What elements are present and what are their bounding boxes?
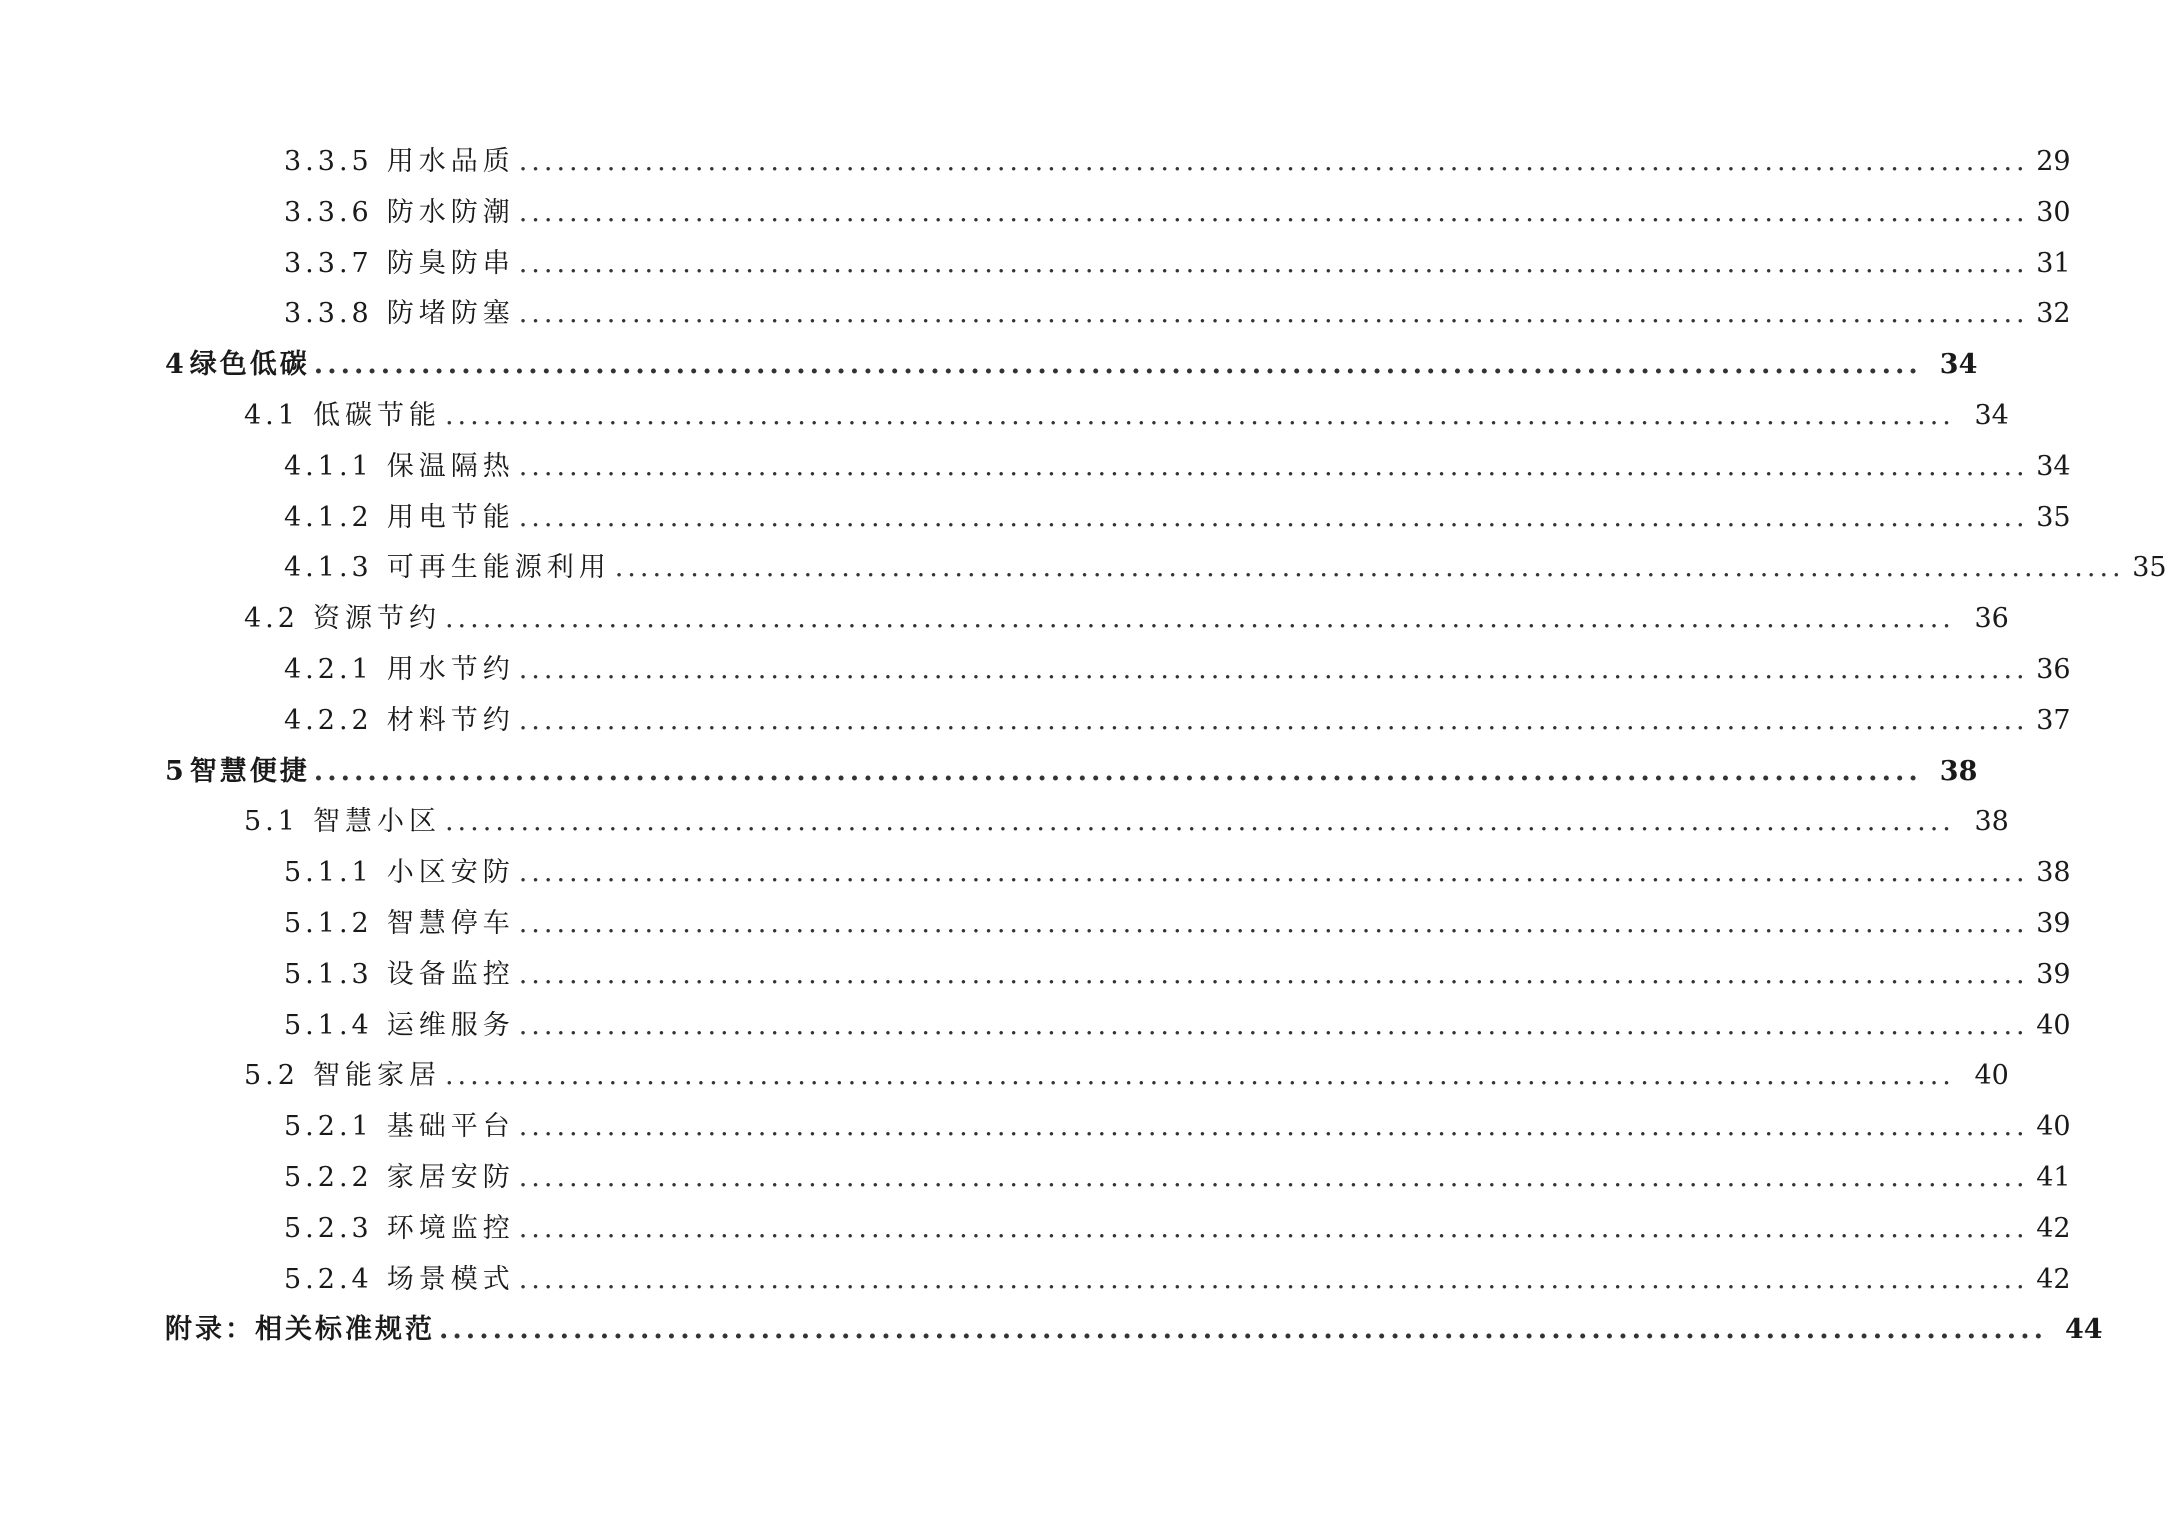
toc-entry[interactable] <box>284 187 2071 238</box>
toc-entry-page: 38 <box>2036 857 2071 888</box>
toc-entry-page: 39 <box>2036 908 2071 939</box>
toc-entry-number: 5.1.3 <box>284 959 373 990</box>
toc-entry-page: 40 <box>2036 1111 2071 1142</box>
toc-entry-page: 35 <box>2036 502 2071 533</box>
toc-entry-page: 30 <box>2036 197 2071 228</box>
toc-dot-leader: ........................................................................................................................ <box>518 248 2029 279</box>
toc-entry-title: 资源节约 <box>312 603 441 634</box>
toc-entry-number: 5.1.1 <box>284 857 373 888</box>
toc-entry-page: 37 <box>2036 705 2071 736</box>
toc-entry[interactable] <box>284 492 2071 543</box>
toc-entry-title: 保温隔热 <box>386 451 515 482</box>
toc-entry-title: 基础平台 <box>386 1111 515 1142</box>
toc-entry-page: 44 <box>2065 1314 2103 1345</box>
toc-entry-page: 36 <box>1974 603 2009 634</box>
toc-entry[interactable] <box>284 136 2071 187</box>
toc-entry[interactable] <box>165 339 1978 390</box>
toc-entry[interactable] <box>284 1254 2071 1305</box>
toc-dot-leader: ........................................................................................................................ <box>439 1314 2047 1345</box>
toc-dot-leader: ........................................................................................................................ <box>518 959 2029 990</box>
toc-dot-leader: ........................................................................................................................ <box>313 756 1922 787</box>
toc-entry-number: 3.3.6 <box>284 197 373 228</box>
toc-dot-leader: ........................................................................................................................ <box>518 908 2029 939</box>
toc-entry[interactable] <box>284 288 2071 339</box>
toc-entry[interactable] <box>284 847 2071 898</box>
toc-entry[interactable] <box>284 949 2071 1000</box>
toc-entry-number: 4 <box>165 349 184 380</box>
toc-entry[interactable] <box>284 1152 2071 1203</box>
toc-dot-leader: ........................................................................................................................ <box>614 552 2125 583</box>
toc-entry-page: 36 <box>2036 654 2071 685</box>
toc-dot-leader: ........................................................................................................................ <box>444 1060 1955 1091</box>
toc-entry-number: 4.2 <box>244 603 299 634</box>
toc-entry-title: 绿色低碳 <box>189 349 310 380</box>
toc-entry-number: 5.2.1 <box>284 1111 373 1142</box>
toc-entry[interactable] <box>244 390 2009 441</box>
toc-entry[interactable] <box>244 1050 2009 1101</box>
toc-entry[interactable] <box>284 644 2071 695</box>
toc-entry-number: 4.1.2 <box>284 502 373 533</box>
toc-entry-title: 智慧便捷 <box>189 756 310 787</box>
toc-entry[interactable] <box>284 1000 2071 1051</box>
toc-entry-number: 3.3.5 <box>284 146 373 177</box>
toc-entry[interactable] <box>284 238 2071 289</box>
toc-dot-leader: ........................................................................................................................ <box>444 400 1955 431</box>
toc-entry-number: 5.1 <box>244 806 299 837</box>
toc-entry-number: 5.2.2 <box>284 1162 373 1193</box>
toc-entry-page: 40 <box>1974 1060 2009 1091</box>
toc-entry[interactable] <box>244 796 2009 847</box>
toc-entry-page: 34 <box>2036 451 2071 482</box>
toc-entry-title: 可再生能源利用 <box>386 552 611 583</box>
toc-entry-number: 4.2.2 <box>284 705 373 736</box>
toc-dot-leader: ........................................................................................................................ <box>518 1264 2029 1295</box>
toc-entry-page: 40 <box>2036 1010 2071 1041</box>
toc-dot-leader: ........................................................................................................................ <box>518 1162 2029 1193</box>
toc-entry-page: 39 <box>2036 959 2071 990</box>
toc-entry-number: 4.1 <box>244 400 299 431</box>
toc-entry-number: 5.2.3 <box>284 1213 373 1244</box>
toc-entry-page: 42 <box>2036 1213 2071 1244</box>
toc-entry-title: 设备监控 <box>386 959 515 990</box>
toc-entry[interactable] <box>284 695 2071 746</box>
toc-entry[interactable] <box>284 441 2071 492</box>
toc-dot-leader: ........................................................................................................................ <box>518 1111 2029 1142</box>
toc-entry-number: 3.3.8 <box>284 298 373 329</box>
toc-entry-title: 附录：相关标准规范 <box>165 1314 435 1345</box>
toc-entry[interactable] <box>284 1101 2071 1152</box>
toc-entry[interactable] <box>284 898 2071 949</box>
toc-entry-title: 用水品质 <box>386 146 515 177</box>
toc-entry-page: 41 <box>2036 1162 2071 1193</box>
toc-entry-title: 小区安防 <box>386 857 515 888</box>
toc-dot-leader: ........................................................................................................................ <box>518 298 2029 329</box>
toc-entry-title: 防臭防串 <box>386 248 515 279</box>
toc-entry-title: 用水节约 <box>386 654 515 685</box>
toc-dot-leader: ........................................................................................................................ <box>518 1213 2029 1244</box>
toc-entry-page: 42 <box>2036 1264 2071 1295</box>
toc-dot-leader: ........................................................................................................................ <box>444 806 1955 837</box>
toc-entry-number: 4.1.1 <box>284 451 373 482</box>
toc-dot-leader: ........................................................................................................................ <box>518 654 2029 685</box>
toc-entry-title: 智慧停车 <box>386 908 515 939</box>
toc-dot-leader: ........................................................................................................................ <box>518 197 2029 228</box>
toc-entry[interactable] <box>244 593 2009 644</box>
toc-entry-title: 场景模式 <box>386 1264 515 1295</box>
toc-dot-leader: ........................................................................................................................ <box>518 451 2029 482</box>
toc-entry-number: 3.3.7 <box>284 248 373 279</box>
toc-entry-title: 防水防潮 <box>386 197 515 228</box>
toc-entry-number: 5.1.4 <box>284 1010 373 1041</box>
toc-entry-number: 5.2.4 <box>284 1264 373 1295</box>
toc-entry-title: 用电节能 <box>386 502 515 533</box>
toc-entry-title: 环境监控 <box>386 1213 515 1244</box>
toc-entry-number: 5 <box>165 756 184 787</box>
toc-entry-page: 35 <box>2132 552 2167 583</box>
toc-entry[interactable] <box>165 1304 2103 1355</box>
toc-entry-page: 38 <box>1939 756 1978 787</box>
toc-entry[interactable] <box>284 1203 2071 1254</box>
toc-entry-number: 4.2.1 <box>284 654 373 685</box>
toc-entry-page: 32 <box>2036 298 2071 329</box>
toc-entry-page: 31 <box>2036 248 2071 279</box>
toc-entry-title: 智能家居 <box>312 1060 441 1091</box>
toc-entry-number: 4.1.3 <box>284 552 373 583</box>
toc-dot-leader: ........................................................................................................................ <box>518 705 2029 736</box>
toc-entry-page: 34 <box>1939 349 1978 380</box>
toc-entry[interactable] <box>165 746 1978 797</box>
toc-dot-leader: ........................................................................................................................ <box>518 146 2029 177</box>
toc-dot-leader: ........................................................................................................................ <box>313 349 1922 380</box>
toc-entry-number: 5.2 <box>244 1060 299 1091</box>
toc-entry-page: 34 <box>1974 400 2009 431</box>
toc-entry-page: 29 <box>2036 146 2071 177</box>
toc-entry-number: 5.1.2 <box>284 908 373 939</box>
toc-dot-leader: ........................................................................................................................ <box>444 603 1955 634</box>
toc-dot-leader: ........................................................................................................................ <box>518 857 2029 888</box>
toc-dot-leader: ........................................................................................................................ <box>518 1010 2029 1041</box>
toc-entry-title: 智慧小区 <box>312 806 441 837</box>
toc-entry-title: 运维服务 <box>386 1010 515 1041</box>
toc-dot-leader: ........................................................................................................................ <box>518 502 2029 533</box>
toc-entry-title: 防堵防塞 <box>386 298 515 329</box>
toc-entry-title: 家居安防 <box>386 1162 515 1193</box>
toc-entry[interactable] <box>284 542 2167 593</box>
toc-entry-title: 低碳节能 <box>312 400 441 431</box>
toc-entry-title: 材料节约 <box>386 705 515 736</box>
toc-entry-page: 38 <box>1974 806 2009 837</box>
